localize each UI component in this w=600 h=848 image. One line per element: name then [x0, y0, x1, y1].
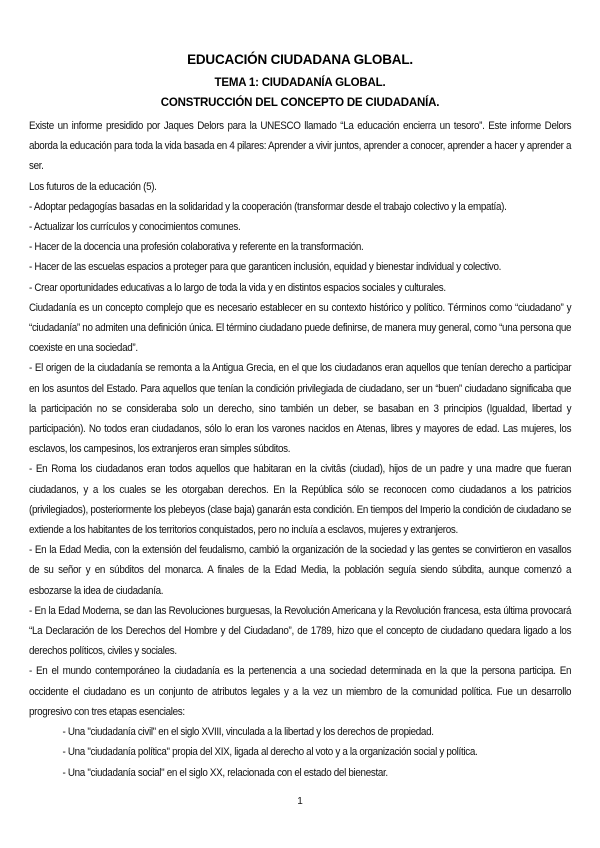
paragraph-greece: - El origen de la ciudadanía se remonta a la Antigua Grecia, en el que los ciudadanos eran aquellos que tenían derecho a participar en los asuntos del Estado. Para aquellos que tenían la condición privilegiada de ciudadano, ser un “buen” ciudadano significaba que la participación no se consideraba solo un derecho, sino también un deber, se basaban en 3 principios (Igualdad, libertad y participación). No todos eran ciudadanos, sólo lo eran los varones nacidos en Atenas, libres y mayores de edad. Las mujeres, los esclavos, los campesinos, los extranjeros eran simples súbditos.	[29, 362, 572, 456]
paragraph-rome: - En Roma los ciudadanos eran todos aquellos que habitaran en la civitâs (ciudad), hijos de un padre y una madre que fueran ciudadanos, y a los cuales se les otorgaban derechos. En la República sólo se reconocen como ciudadanos a los patricios (privilegiados), posteriormente los plebeyos (clase baja) ganarán esta condición. En tiempos del Imperio la condición de ciudadano se extiende a los habitantes de los territorios conquistados, pero no incluía a esclavos, mujeres y extranjeros.	[29, 463, 572, 537]
page-number: 1	[297, 796, 303, 807]
list-item: - Actualizar los currículos y conocimientos comunes.	[29, 221, 241, 234]
paragraph-intro: Existe un informe presidido por Jaques Delors para la UNESCO llamado “La educación encierra un tesoro”. Este informe Delors aborda la educación para toda la vida basada en 4 pilares: Aprender a vivir juntos, aprender a conocer, aprender a hacer y aprender a ser.	[29, 120, 572, 173]
sub-list-item: - Una "ciudadanía social" en el siglo XX, relacionada con el estado del bienestar.	[62, 766, 388, 779]
list-item: - Hacer de la docencia una profesión colaborativa y referente en la transformación.	[29, 241, 364, 254]
sub-list-item: - Una "ciudadanía civil" en el siglo XVIII, vinculada a la libertad y los derechos de propiedad.	[62, 726, 434, 739]
paragraph-futures-heading: Los futuros de la educación (5).	[29, 180, 157, 193]
paragraph-middle-ages: - En la Edad Media, con la extensión del feudalismo, cambió la organización de la sociedad y las gentes se convirtieron en vasallos de su señor y en súbditos del monarca. A finales de la Edad Media, la población seguía siendo súbdita, aunque comenzó a esbozarse la idea de ciudadanía.	[29, 544, 572, 597]
list-item: - Hacer de las escuelas espacios a proteger para que garanticen inclusión, equidad y bienestar individual y colectivo.	[29, 261, 502, 274]
list-item: - Crear oportunidades educativas a lo largo de toda la vida y en distintos espacios sociales y culturales.	[29, 281, 446, 294]
paragraph-modern-age: - En la Edad Moderna, se dan las Revoluciones burguesas, la Revolución Americana y la Revolución francesa, esta última provocará “La Declaración de los Derechos del Hombre y del Ciudadano”, de 1789, hizo que el concepto de ciudadano quedara ligado a los derechos políticos, civiles y sociales.	[29, 604, 572, 658]
document-title: EDUCACIÓN CIUDADANA GLOBAL.	[187, 52, 413, 67]
sub-list-item: - Una "ciudadanía política" propia del XIX, ligada al derecho al voto y a la organización social y política.	[62, 746, 478, 759]
list-item: - Adoptar pedagogías basadas en la solidaridad y la cooperación (transformar desde el trabajo colectivo y la empatía).	[29, 200, 507, 213]
topic-heading: TEMA 1: CIUDADANÍA GLOBAL.	[214, 77, 386, 89]
section-heading: CONSTRUCCIÓN DEL CONCEPTO DE CIUDADANÍA.	[160, 97, 440, 109]
document-body	[29, 116, 571, 783]
paragraph-contemporary: - En el mundo contemporáneo la ciudadanía es la pertenencia a una sociedad determinada en la que la persona participa. En occidente el ciudadano es un conjunto de atributos legales y a la vez un miembro de la comunidad política. Fue un desarrollo progresivo con tres etapas esenciales:	[29, 665, 572, 718]
paragraph-definition: Ciudadanía es un concepto complejo que es necesario establecer en su contexto histórico y político. Términos como “ciudadano” y “ciudadanía” no admiten una definición única. El término ciudadano puede definirse, de manera muy general, como “una persona que coexiste en una sociedad”.	[29, 301, 572, 355]
